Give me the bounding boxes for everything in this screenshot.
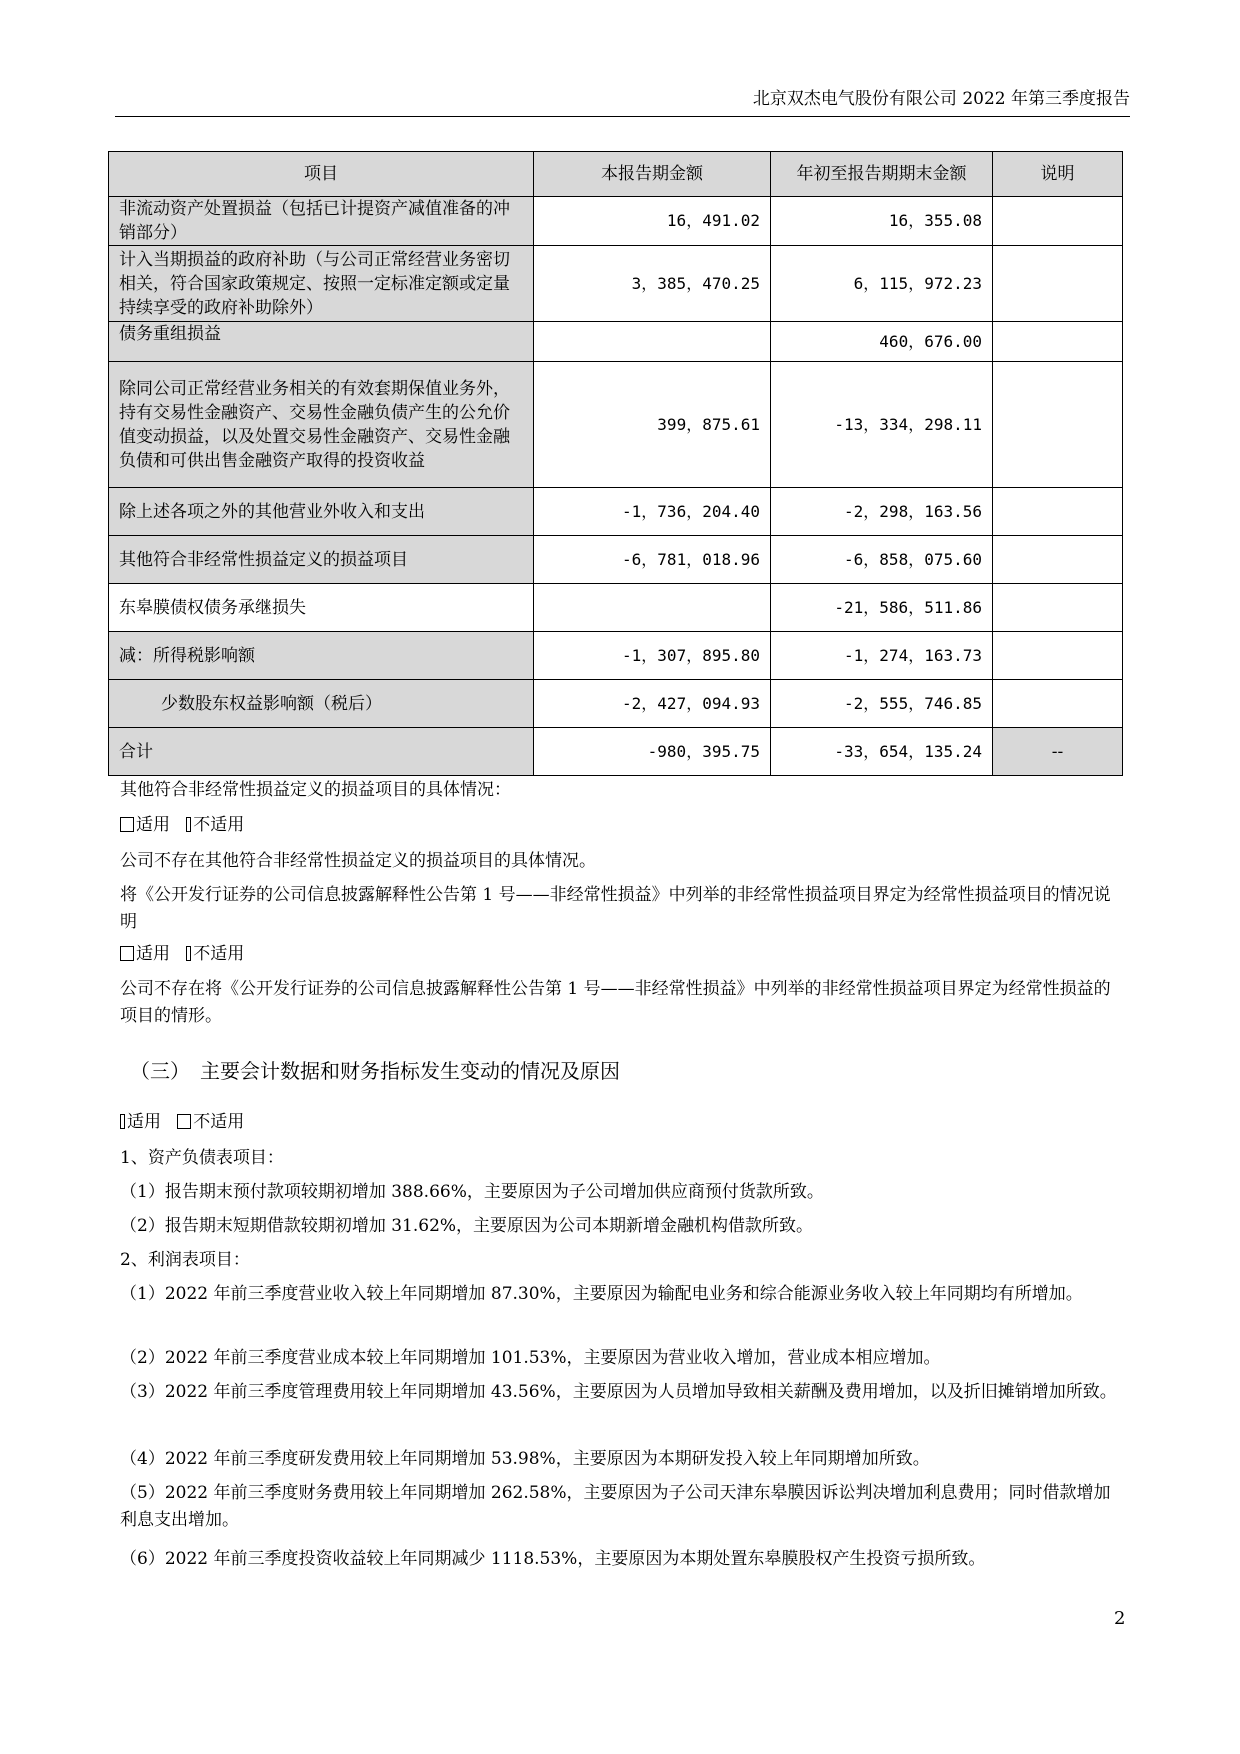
row-ytd: -2，555，746.85: [771, 680, 993, 728]
checkbox-checked-icon[interactable]: [120, 1114, 125, 1129]
row-note: [993, 536, 1123, 584]
option-applicable: 适用: [127, 1112, 161, 1132]
table-row: [109, 536, 1123, 584]
para-not-exist-2: 公司不存在将《公开发行证券的公司信息披露解释性公告第 1 号——非经常性损益》中列举的非经常性损益项目界定为经常性损益的项目的情形。: [120, 979, 1111, 1026]
row-current: 3，385，470.25: [534, 246, 771, 322]
table-row: [109, 322, 1123, 362]
row-current: -2，427，094.93: [534, 680, 771, 728]
table-row: [109, 584, 1123, 632]
row-note: --: [993, 728, 1123, 776]
row-current: -1，736，204.40: [534, 488, 771, 536]
row-current: -980，395.75: [534, 728, 771, 776]
col-header-ytd: 年初至报告期期末金额: [771, 152, 993, 197]
option-not-applicable: 不适用: [193, 944, 245, 964]
row-ytd: -1，274，163.73: [771, 632, 993, 680]
table-row: [109, 632, 1123, 680]
row-ytd: -33，654，135.24: [771, 728, 993, 776]
list-item: （4）2022 年前三季度研发费用较上年同期增加 53.98%，主要原因为本期研发投入较上年同期增加所致。: [120, 1449, 930, 1469]
row-current: 16，491.02: [534, 197, 771, 246]
header-title: 北京双杰电气股份有限公司 2022 年第三季度报告: [752, 89, 1130, 109]
row-ytd: 6，115，972.23: [771, 246, 993, 322]
checkbox-checked-icon[interactable]: [186, 946, 191, 961]
row-ytd: -13，334，298.11: [771, 362, 993, 488]
row-current: [534, 584, 771, 632]
row-note: [993, 488, 1123, 536]
list-item: （2）报告期末短期借款较期初增加 31.62%，主要原因为公司本期新增金融机构借款所致。: [120, 1216, 814, 1236]
row-item: 除上述各项之外的其他营业外收入和支出: [109, 488, 534, 536]
list-item: （3）2022 年前三季度管理费用较上年同期增加 43.56%，主要原因为人员增加导致相关薪酬及费用增加，以及折旧摊销增加所致。: [120, 1382, 1117, 1402]
row-current: 399，875.61: [534, 362, 771, 488]
balance-sheet-title: 1、资产负债表项目：: [120, 1148, 284, 1168]
option-not-applicable: 不适用: [193, 815, 245, 835]
row-ytd: -2，298，163.56: [771, 488, 993, 536]
section-heading: （三） 主要会计数据和财务指标发生变动的情况及原因: [130, 1059, 620, 1083]
row-current: [534, 322, 771, 362]
row-note: [993, 680, 1123, 728]
income-statement-title: 2、利润表项目：: [120, 1250, 250, 1270]
list-item: （2）2022 年前三季度营业成本较上年同期增加 101.53%，主要原因为营业收入增加，营业成本相应增加。: [120, 1348, 941, 1368]
row-note: [993, 362, 1123, 488]
row-item: 少数股东权益影响额（税后）: [109, 680, 534, 728]
table-row: [109, 488, 1123, 536]
row-current: -6，781，018.96: [534, 536, 771, 584]
row-item: 债务重组损益: [109, 322, 534, 362]
checkbox-checked-icon[interactable]: [186, 817, 191, 832]
option-row-1: [120, 812, 1120, 839]
checkbox-icon[interactable]: [120, 817, 134, 832]
row-note: [993, 322, 1123, 362]
table-row: [109, 246, 1123, 322]
row-note: [993, 584, 1123, 632]
page-number: 2: [1114, 1608, 1126, 1629]
option-row-3: [120, 1109, 1120, 1136]
row-ytd: 460，676.00: [771, 322, 993, 362]
table-row: [109, 680, 1123, 728]
list-item: （1）报告期末预付款项较期初增加 388.66%，主要原因为子公司增加供应商预付货款所致。: [120, 1182, 824, 1202]
row-item: 减：所得税影响额: [109, 632, 534, 680]
row-item: 东皋膜债权债务承继损失: [109, 584, 534, 632]
para-other-items: 其他符合非经常性损益定义的损益项目的具体情况：: [120, 780, 511, 800]
row-item: 除同公司正常经营业务相关的有效套期保值业务外，持有交易性金融资产、交易性金融负债产生的公允价值变动损益，以及处置交易性金融资产、交易性金融负债和可供出售金融资产取得的投资收益: [109, 362, 534, 488]
table-row: [109, 197, 1123, 246]
option-not-applicable: 不适用: [193, 1112, 245, 1132]
row-item: 计入当期损益的政府补助（与公司正常经营业务密切相关，符合国家政策规定、按照一定标准定额或定量持续享受的政府补助除外）: [109, 246, 534, 322]
row-ytd: -6，858，075.60: [771, 536, 993, 584]
para-not-exist-1: 公司不存在其他符合非经常性损益定义的损益项目的具体情况。: [120, 851, 596, 871]
row-item: 非流动资产处置损益（包括已计提资产减值准备的冲销部分）: [109, 197, 534, 246]
col-header-item: 项目: [109, 152, 534, 197]
row-note: [993, 197, 1123, 246]
list-item: （5）2022 年前三季度财务费用较上年同期增加 262.58%，主要原因为子公司天津东皋膜因诉讼判决增加利息费用；同时借款增加利息支出增加。: [120, 1483, 1111, 1530]
table-row: [109, 362, 1123, 488]
row-note: [993, 246, 1123, 322]
row-ytd: 16，355.08: [771, 197, 993, 246]
table-header-row: [109, 152, 1123, 197]
checkbox-icon[interactable]: [120, 946, 134, 961]
table-row-total: [109, 728, 1123, 776]
row-ytd: -21，586，511.86: [771, 584, 993, 632]
col-header-current: 本报告期金额: [534, 152, 771, 197]
para-definition: 将《公开发行证券的公司信息披露解释性公告第 1 号——非经常性损益》中列举的非经常性损益项目界定为经常性损益项目的情况说明: [120, 885, 1111, 932]
option-row-2: [120, 941, 1120, 968]
list-item: （6）2022 年前三季度投资收益较上年同期减少 1118.53%，主要原因为本期处置东皋膜股权产生投资亏损所致。: [120, 1549, 986, 1569]
row-note: [993, 632, 1123, 680]
page-header: [115, 88, 1130, 117]
col-header-note: 说明: [993, 152, 1123, 197]
checkbox-icon[interactable]: [177, 1114, 191, 1129]
row-current: -1，307，895.80: [534, 632, 771, 680]
option-applicable: 适用: [136, 815, 170, 835]
row-item: 其他符合非经常性损益定义的损益项目: [109, 536, 534, 584]
list-item: （1）2022 年前三季度营业收入较上年同期增加 87.30%，主要原因为输配电业务和综合能源业务收入较上年同期均有所增加。: [120, 1284, 1083, 1304]
row-item: 合计: [109, 728, 534, 776]
option-applicable: 适用: [136, 944, 170, 964]
non-recurring-gains-table: [108, 151, 1123, 776]
